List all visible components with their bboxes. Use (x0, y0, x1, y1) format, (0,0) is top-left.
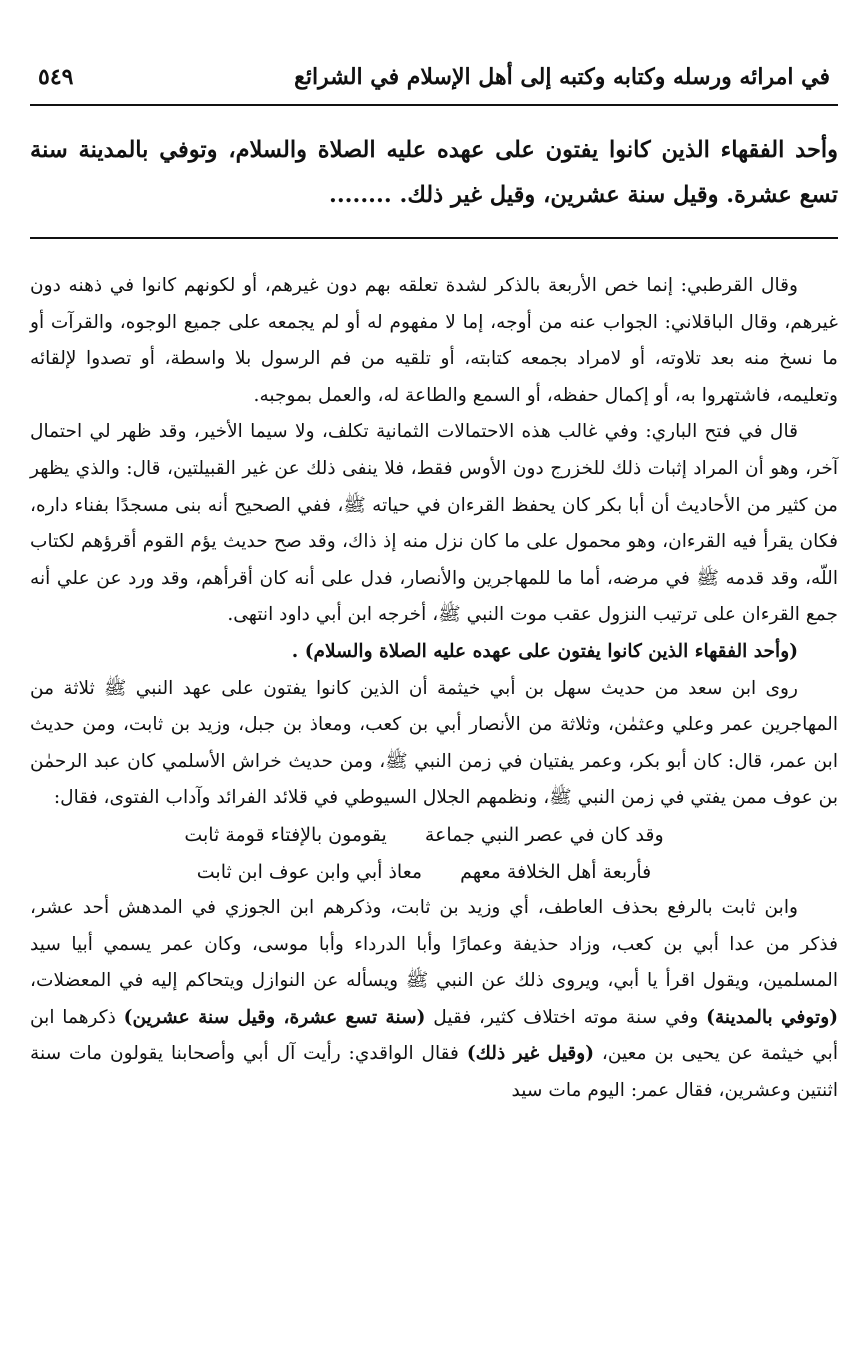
commentary-paragraph: قال في فتح الباري: وفي غالب هذه الاحتمالات الثمانية تكلف، ولا سيما الأخير، وقد ظهر لي احتمال آخر، وهو أن المراد إثبات ذلك للخزرج دون الأوس فقط، فلا ينفى ذلك عن غير القبيلتين، قال: والذي يظهر من كثير من الأحاديث أن أبا بكر كان يحفظ القرءان في حياته ﷺ، ففي الصحيح أنه بنى مسجدًا بفناء داره، فكان يقرأ فيه القرءان، وهو محمول على ما كان نزل منه إذ ذاك، وقد صح حديث يؤم القوم أقرؤهم لكتاب اللّه، وقد قدمه ﷺ في مرضه، أما ما للمهاجرين والأنصار، فدل على أنه كان أقرأهم، وقد ورد عن علي أنه جمع القرءان على ترتيب النزول عقب موت النبي ﷺ، أخرجه ابن أبي داود انتهى. (30, 421, 838, 626)
section-divider (30, 237, 838, 239)
text-run: ذكرهما ابن أبي خيثمة عن يحيى بن معين، (30, 1006, 839, 1065)
verse-hemistich-left: يقومون بالإفتاء قومة ثابت (184, 823, 387, 846)
quoted-heading: (وأحد الفقهاء الذين كانوا يفتون على عهده عليه الصلاة والسلام) . (291, 640, 798, 662)
commentary-paragraph: روى ابن سعد من حديث سهل بن أبي خيثمة أن الذين كانوا يفتون على عهد النبي ﷺ ثلاثة من المهاجرين عمر وعلي وعثمٰن، وثلاثة من الأنصار أبي بن كعب، ومعاذ بن جبل، وزيد بن ثابت، ومن حديث ابن عمر، قال: كان أبو بكر، وعمر يفتيان في زمن النبي ﷺ، ومن حديث خراش الأسلمي كان عبد الرحمٰن بن عوف ممن يفتي في زمن النبي ﷺ، ونظمهم الجلال السيوطي في قلائد الفرائد وآداب الفتوى، فقال: (30, 677, 838, 809)
verse-hemistich-right: وقد كان في عصر النبي جماعة (424, 823, 664, 846)
text-run: وابن ثابت بالرفع بحذف العاطف، أي وزيد بن ثابت، وذكرهم ابن الجوزي في المدهش أحد عشر، فذكر من عدا أبي بن كعب، وزاد حذيفة وعمارًا وأبا الدرداء وأبا موسى، وكان عمر يسمي أبيا سيد المسلمين، ويقول اقرأ يا أبي، ويروى ذلك عن النبي ﷺ ويسأله عن النوازل ويتحاكم إليه في المعضلات، (30, 897, 838, 992)
quoted-phrase: (وتوفي بالمدينة) (706, 1006, 838, 1028)
verse-hemistich-right: فأربعة أهل الخلافة معهم (460, 860, 652, 883)
quoted-phrase: (وقيل غير ذلك) (466, 1043, 595, 1065)
commentary-paragraph (30, 890, 838, 1110)
quoted-phrase: (سنة تسع عشرة، وقيل سنة عشرين) (123, 1006, 426, 1028)
poem-verse (30, 854, 838, 891)
poem-verse (30, 817, 838, 854)
header-title: في امرائه ورسله وكتابه وكتبه إلى أهل الإسلام في الشرائع (294, 64, 830, 90)
text-run: وفي سنة موته اختلاف كثير، فقيل (425, 1006, 707, 1028)
text-run: فقال الواقدي: رأيت آل أبي وأصحابنا يقولون مات سنة اثنتين وعشرين، فقال عمر: اليوم مات سيد (30, 1043, 838, 1102)
page-number: ٥٤٩ (38, 64, 74, 90)
commentary-paragraph: وقال القرطبي: إنما خص الأربعة بالذكر لشدة تعلقه بهم دون غيرهم، أو لكونهم كانوا في ذهنه دون غيرهم، وقال الباقلاني: الجواب عنه من أوجه، إما لا مفهوم له أو لم يجمعه على جميع الوجوه، والقرآت أو ما نسخ منه بعد تلاوته، أو لامراد بجمعه كتابته، أو تلقيه من فم الرسول بلا واسطة، أو تصدوا لإلقائه وتعليمه، فاشتهروا به، أو إكمال حفظه، أو السمع والطاعة له، والعمل بموجبه. (30, 275, 838, 406)
verse-hemistich-left: معاذ أبي وابن عوف ابن ثابت (196, 860, 423, 883)
commentary (30, 268, 838, 1110)
main-text: وأحد الفقهاء الذين كانوا يفتون على عهده عليه الصلاة والسلام، وتوفي بالمدينة سنة تسع عشرة. وقيل سنة عشرين، وقيل غير ذلك. ........ (30, 137, 838, 208)
running-header (30, 62, 838, 106)
